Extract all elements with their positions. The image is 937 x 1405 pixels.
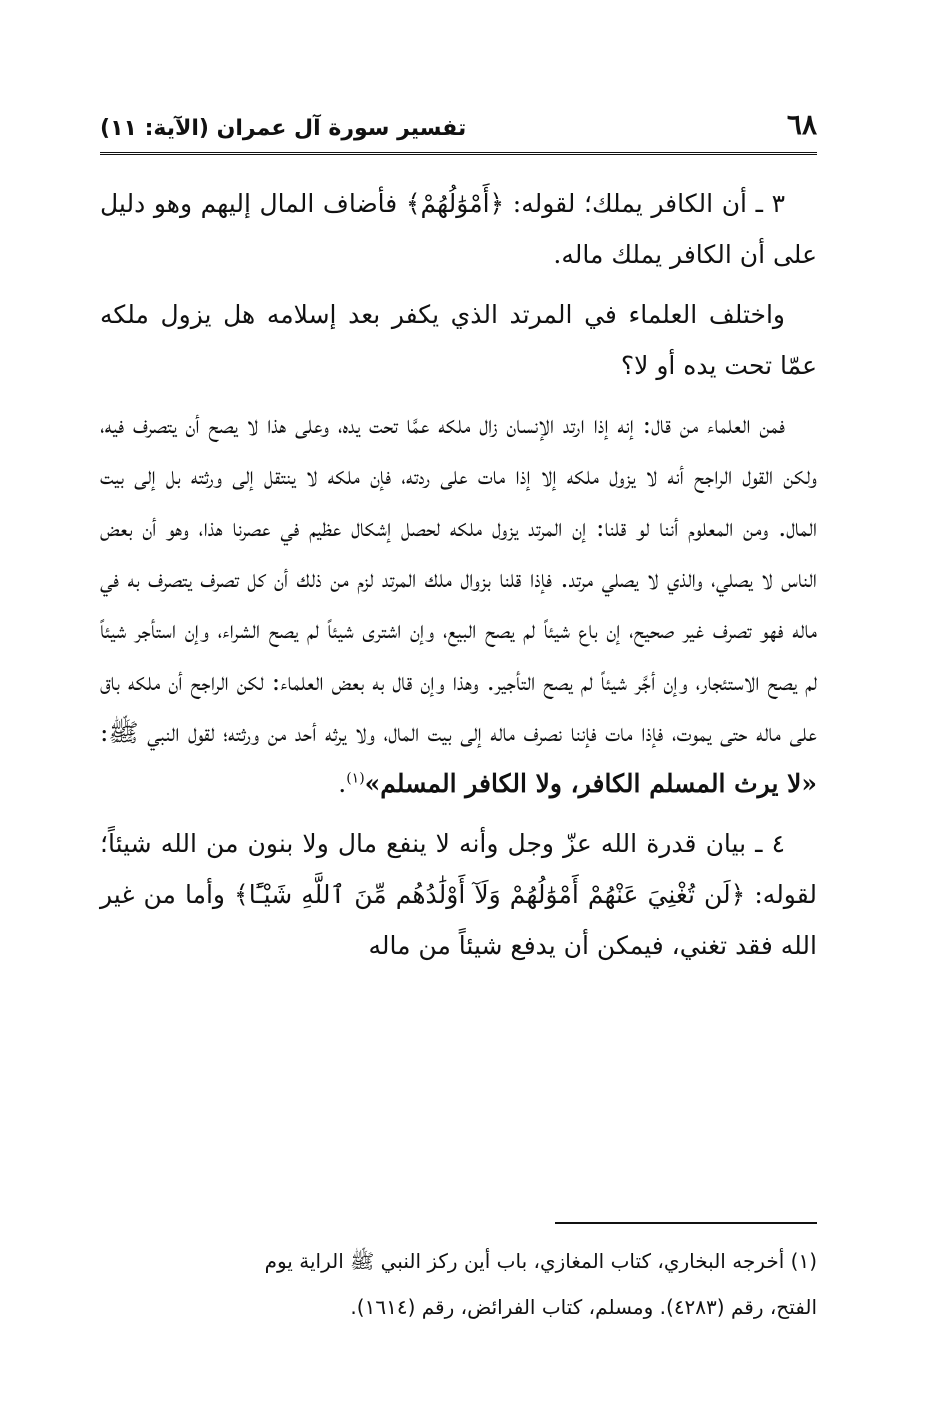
running-title: تفسير سورة آل عمران (الآية: ١١)	[100, 116, 467, 141]
footnote-reference[interactable]: (١)	[346, 770, 365, 787]
hadith-quote: «لا يرث المسلم الكافر، ولا الكافر المسلم»	[364, 769, 817, 799]
footnotes	[100, 1238, 817, 1330]
footnote-1-line-1: (١) أخرجه البخاري، كتاب المغازي، باب أين ركز النبي ﷺ الراية يوم	[264, 1249, 817, 1273]
page-number: ٦٨	[786, 108, 817, 141]
paragraph-3	[100, 399, 817, 809]
paragraph-3-text: فمن العلماء من قال: إنه إذا ارتد الإنسان زال ملكه عمَّا تحت يده، وعلى هذا لا يصح أن يتصرف فيه، ولكن القول الراجح أنه لا يزول ملكه إلا إذا مات على ردته، فإن ملكه لا ينتقل إلى ورثته بل إلى بيت المال. ومن المعلوم أننا لو قلنا: إن المرتد يزول ملكه لحصل إشكال عظيم في عصرنا هذا، وهو أن بعض الناس لا يصلي، والذي لا يصلي مرتد. فإذا قلنا بزوال ملك المرتد لزم من ذلك أن كل تصرف يتصرف به في ماله فهو تصرف غير صحيح، إن باع شيئاً لم يصح البيع، وإن اشترى شيئاً لم يصح الشراء، وإن استأجر شيئاً لم يصح الاستئجار، وإن أجَّر شيئاً لم يصح التأجير. وهذا وإن قال به بعض العلماء: لكن الراجح أن ملكه باق على ماله حتى يموت، فإذا مات فإننا نصرف ماله إلى بيت المال، ولا يرثه أحد من ورثته؛ لقول النبي ﷺ:	[100, 410, 817, 747]
body-text	[100, 178, 817, 971]
paragraph-4: ٤ ـ بيان قدرة الله عزّ وجل وأنه لا ينفع مال ولا بنون من الله شيئاً؛ لقوله: ﴿لَن تُغْنِيَ عَنْهُمْ أَمْوَٰلُهُمْ وَلَآ أَوْلَٰدُهُم مِّنَ ٱللَّهِ شَيْـًٔا﴾ وأما من غير الله فقد تغني، فيمكن أن يدفع شيئاً من ماله	[100, 828, 817, 961]
paragraph-1: ٣ ـ أن الكافر يملك؛ لقوله: ﴿أَمْوَٰلُهُمْ﴾ فأضاف المال إليهم وهو دليل على أن الكافر يملك ماله.	[100, 189, 817, 270]
page-header	[100, 108, 817, 152]
header-rule	[100, 152, 817, 155]
footnote-1-line-2: الفتح، رقم (٤٢٨٣). ومسلم، كتاب الفرائض، رقم (١٦١٤).	[350, 1295, 817, 1319]
paragraph-2: واختلف العلماء في المرتد الذي يكفر بعد إسلامه هل يزول ملكه عمّا تحت يده أو لا؟	[100, 299, 817, 380]
paragraph-3-end: .	[338, 769, 347, 799]
footnote-divider	[555, 1222, 817, 1224]
